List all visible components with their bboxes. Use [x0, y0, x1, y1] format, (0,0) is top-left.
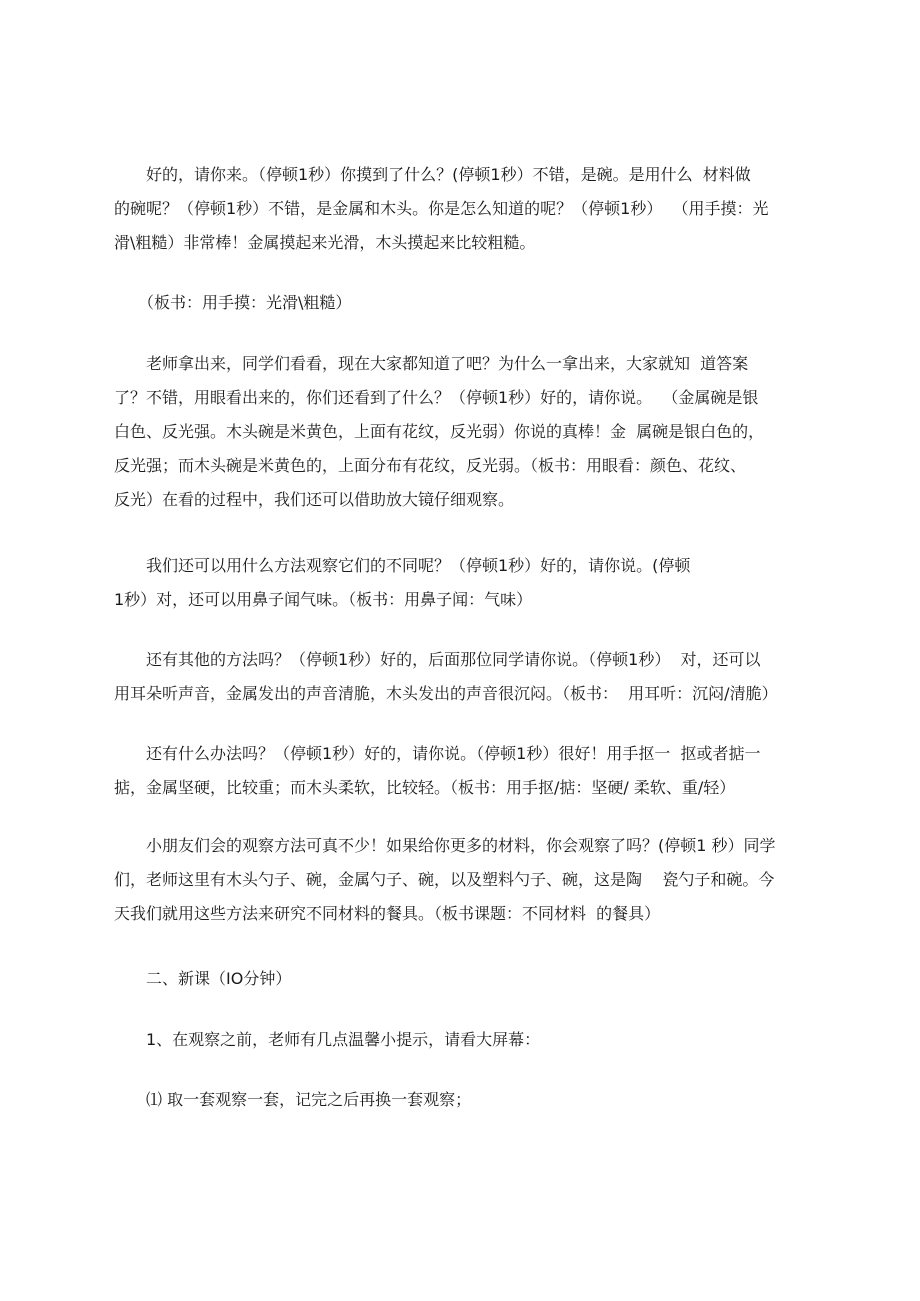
paragraph-board-touch [114, 286, 814, 320]
paragraph-smell [114, 549, 814, 617]
text-line: 了？不错，用眼看出来的，你们还看到了什么？（停顿1秒）好的，请你说。 （金属碗是银 [114, 388, 759, 407]
paragraph-look [114, 347, 814, 517]
list-item-tip-1 [114, 1083, 814, 1117]
text-line: 小朋友们会的观察方法可真不少！如果给你更多的材料，你会观察了吗？(停顿1 秒）同学 [114, 836, 776, 855]
text-line: 反光强；而木头碗是米黄色的，上面分布有花纹，反光弱。（板书：用眼看：颜色、花纹、 [114, 456, 747, 475]
text-line: 滑\粗糙）非常棒！金属摸起来光滑，木头摸起来比较粗糙。 [114, 233, 536, 252]
section-heading-new-lesson [114, 962, 814, 996]
text-line: 好的，请你来。（停顿1秒）你摸到了什么？(停顿1秒）不错，是碗。是用什么 材料做 [114, 165, 751, 184]
paragraph-tips-intro [114, 1023, 814, 1057]
paragraph-listen [114, 643, 814, 711]
text-line: 还有什么办法吗？（停顿1秒）好的，请你说。（停顿1秒）很好！用手抠一 抠或者掂一 [114, 744, 761, 763]
paragraph-press [114, 737, 814, 805]
text-line: ⑴ 取一套观察一套，记完之后再换一套观察； [114, 1090, 472, 1109]
text-line: 1、在观察之前，老师有几点温馨小提示，请看大屏幕： [114, 1030, 541, 1049]
text-line: 白色、反光强。木头碗是米黄色，上面有花纹，反光弱）你说的真棒！金 属碗是银白色的， [114, 422, 765, 441]
text-line: 们，老师这里有木头勺子、碗，金属勺子、碗，以及塑料勺子、碗，这是陶 瓷勺子和碗。今 [114, 870, 775, 889]
text-line: 天我们就用这些方法来研究不同材料的餐具。（板书课题：不同材料 的餐具） [114, 904, 661, 923]
text-line: 二、新课（IO分钟） [114, 969, 292, 988]
text-line: 还有其他的方法吗？（停顿1秒）好的，后面那位同学请你说。（停顿1秒） 对，还可以 [114, 650, 761, 669]
text-line: 老师拿出来，同学们看看，现在大家都知道了吧？为什么一拿出来，大家就知 道答案 [114, 354, 749, 373]
text-line: 的碗呢？（停顿1秒）不错，是金属和木头。你是怎么知道的呢？（停顿1秒） （用手摸：光 [114, 199, 769, 218]
text-line: 反光）在看的过程中，我们还可以借助放大镜仔细观察。 [114, 490, 515, 509]
text-line: 用耳朵听声音，金属发出的声音清脆，木头发出的声音很沉闷。（板书： 用耳听：沉闷/清脆） [114, 684, 778, 703]
paragraph-summary [114, 829, 814, 931]
text-line: 我们还可以用什么方法观察它们的不同呢？（停顿1秒）好的，请你说。(停顿 [114, 556, 691, 575]
text-line: 1秒）对，还可以用鼻子闻气味。（板书：用鼻子闻：气味） [114, 590, 533, 609]
text-line: （板书：用手摸：光滑\粗糙） [114, 293, 352, 312]
paragraph-touch-bowl [114, 158, 814, 260]
text-line: 掂，金属坚硬，比较重；而木头柔软，比较轻。（板书：用手抠/掂：坚硬/ 柔软、重/轻） [114, 778, 736, 797]
